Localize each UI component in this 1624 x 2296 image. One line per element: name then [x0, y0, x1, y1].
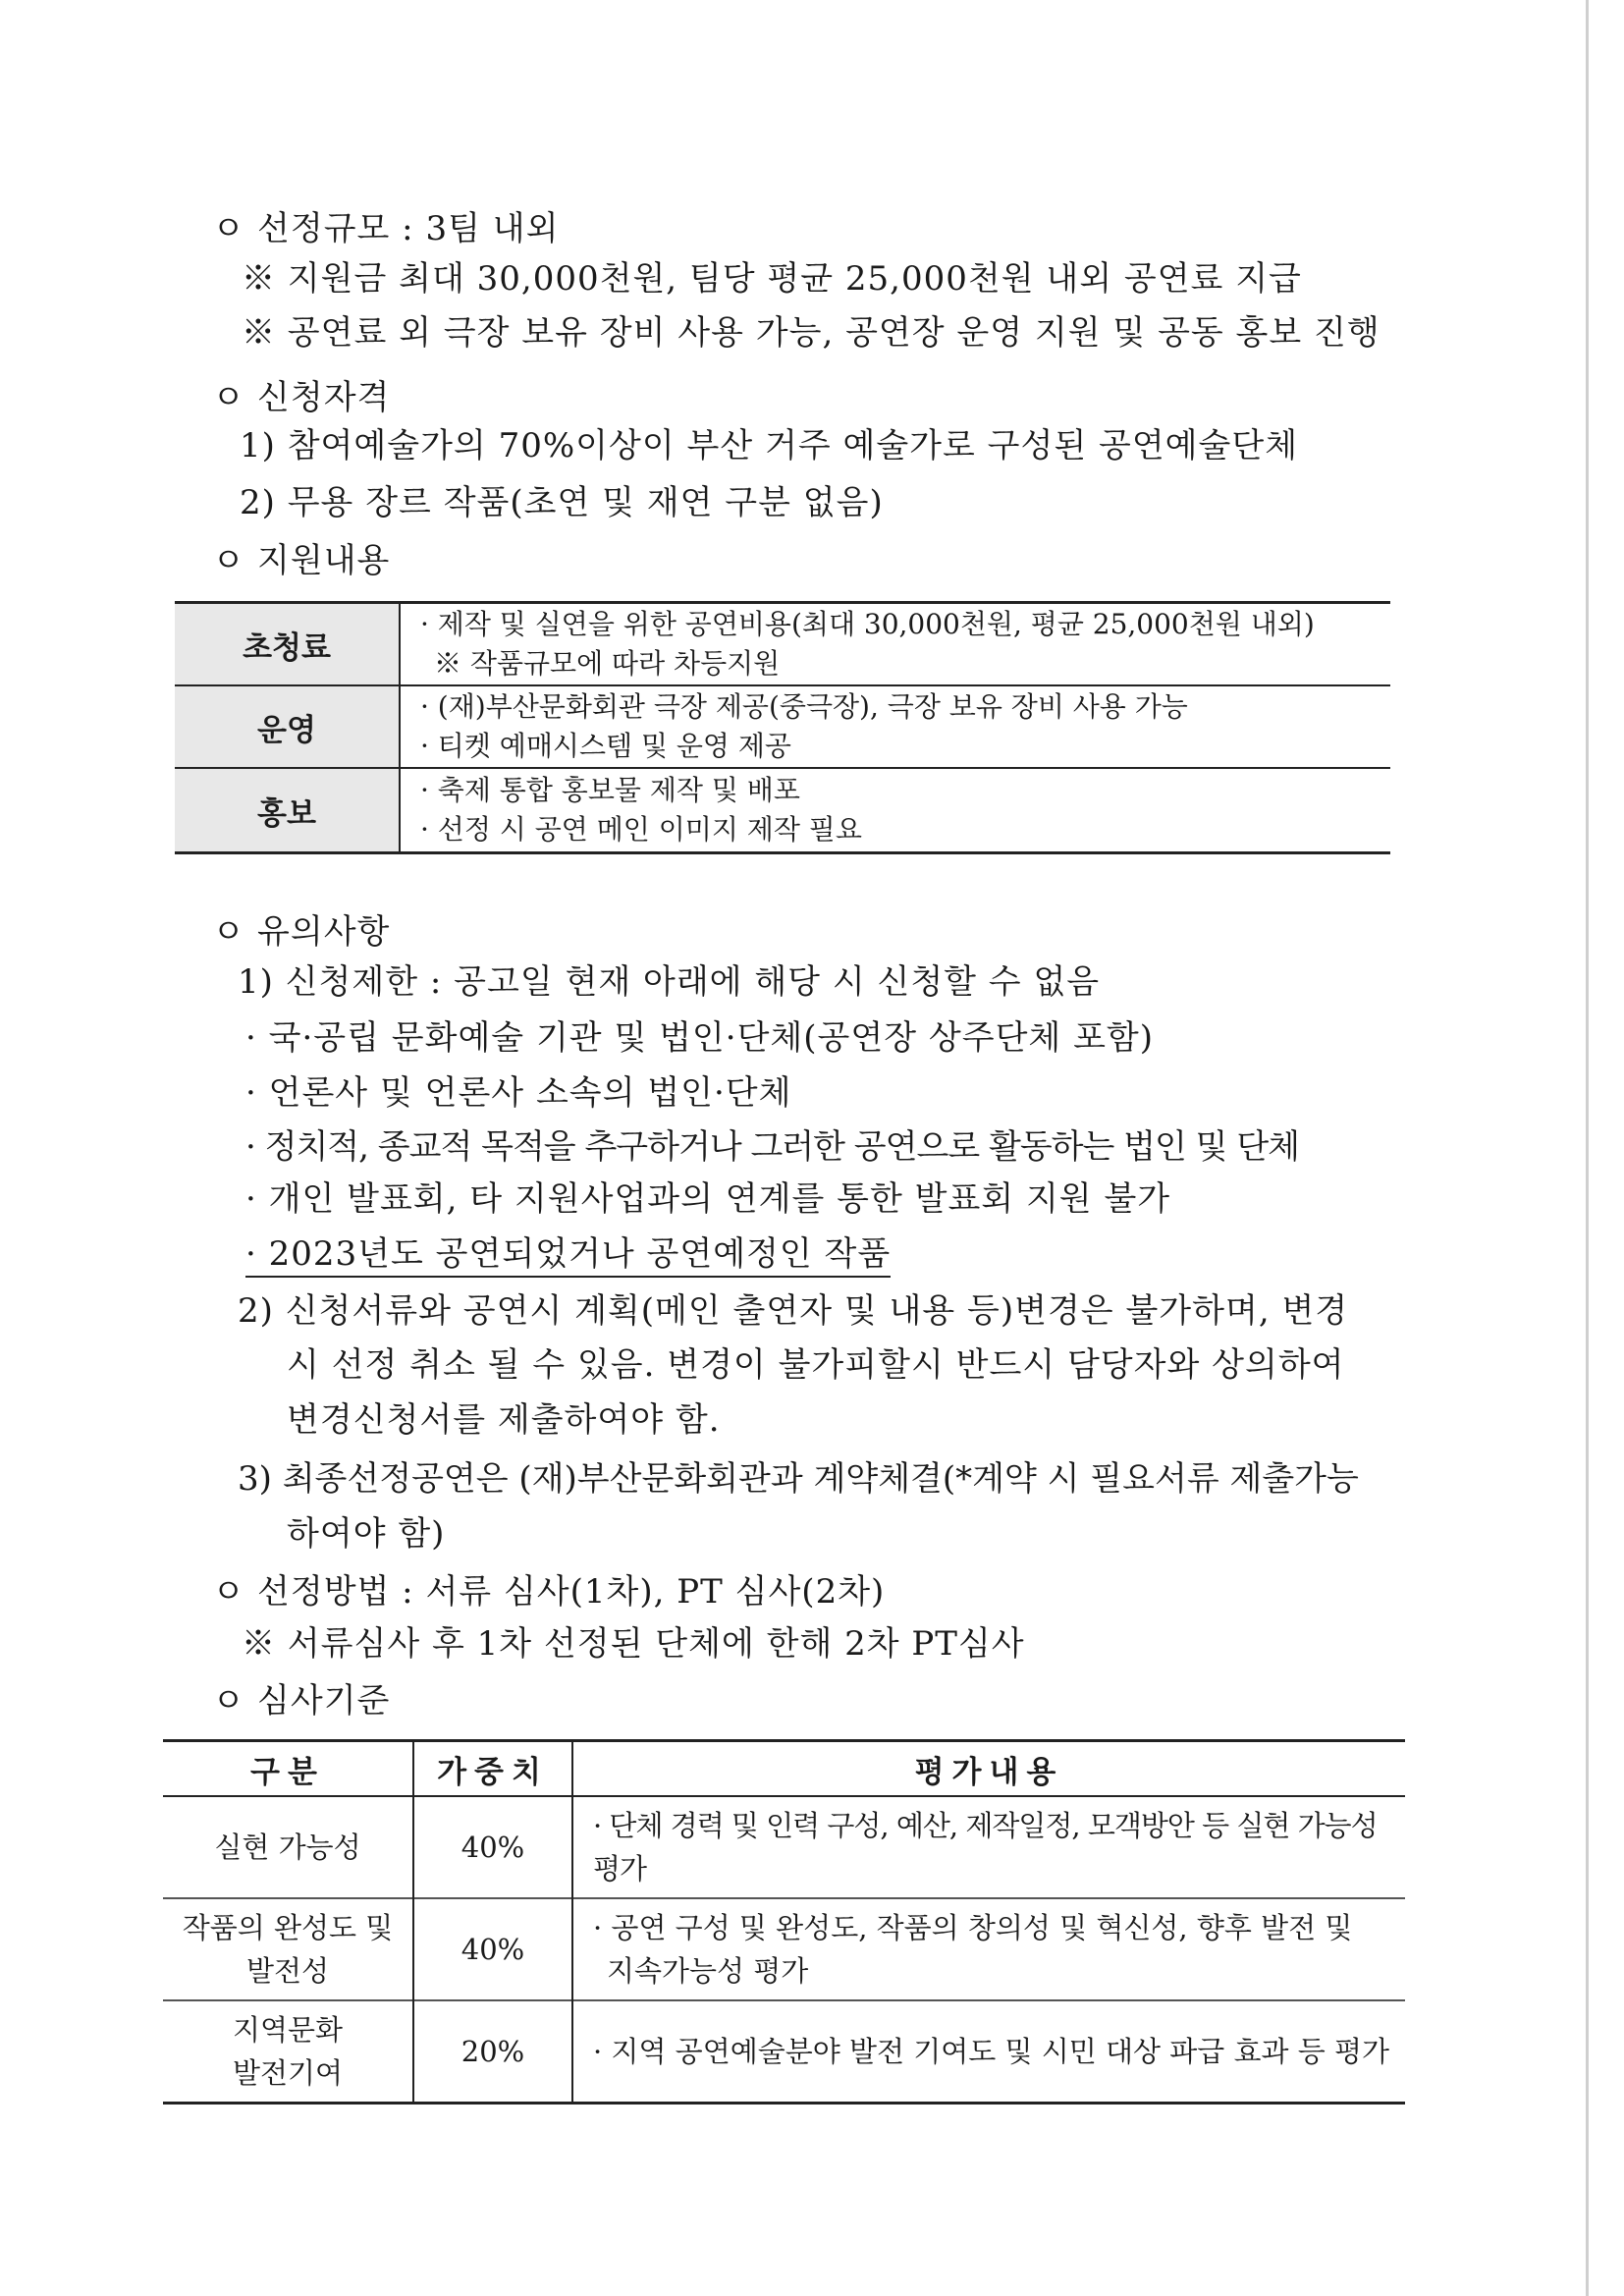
- restriction-item: · 언론사 및 언론사 소속의 법인·단체: [245, 1073, 792, 1113]
- criteria-content: · 지역 공연예술분야 발전 기여도 및 시민 대상 파급 효과 등 평가: [572, 2000, 1405, 2104]
- section-heading-criteria: ㅇ 심사기준: [212, 1681, 391, 1721]
- criteria-content: · 공연 구성 및 완성도, 작품의 창의성 및 혁신성, 향후 발전 및 지속가능성 평가: [572, 1898, 1405, 2000]
- restriction-item: · 국·공립 문화예술 기관 및 법인·단체(공연장 상주단체 포함): [245, 1018, 1155, 1058]
- eligibility-item: 2) 무용 장르 작품(초연 및 재연 구분 없음): [240, 483, 884, 522]
- restriction-item: · 개인 발표회, 타 지원사업과의 연계를 통한 발표회 지원 불가: [245, 1179, 1171, 1219]
- criteria-table: [163, 1739, 1405, 2105]
- criteria-weight: 40%: [413, 1796, 572, 1898]
- row-header: 홍보: [175, 768, 400, 853]
- section-heading-support-content: ㅇ 지원내용: [212, 541, 391, 580]
- row-content: · 제작 및 실연을 위한 공연비용(최대 30,000천원, 평균 25,000천원 내외) ※ 작품규모에 따라 차등지원: [400, 603, 1390, 686]
- column-header: 가중치: [413, 1741, 572, 1797]
- selection-method-note: ※ 서류심사 후 1차 선정된 단체에 한해 2차 PT심사: [242, 1624, 1025, 1664]
- table-row: [163, 1796, 1405, 1898]
- page-edge-line: [1586, 0, 1589, 2296]
- section-heading-eligibility: ㅇ 신청자격: [212, 378, 391, 417]
- precaution-item-cont: 변경신청서를 제출하여야 함.: [287, 1400, 721, 1440]
- eligibility-item: 1) 참여예술가의 70%이상이 부산 거주 예술가로 구성된 공연예술단체: [240, 426, 1299, 465]
- precaution-item: 2) 신청서류와 공연시 계획(메인 출연자 및 내용 등)변경은 불가하며, 변경: [238, 1291, 1349, 1331]
- table-row: [163, 1898, 1405, 2000]
- support-content-table: [175, 601, 1390, 854]
- section-heading-selection-method: ㅇ 선정방법 : 서류 심사(1차), PT 심사(2차): [212, 1572, 886, 1612]
- table-row: [175, 603, 1390, 686]
- row-content: · (재)부산문화회관 극장 제공(중극장), 극장 보유 장비 사용 가능 · 티켓 예매시스템 및 운영 제공: [400, 685, 1390, 768]
- precaution-item-cont: 시 선정 취소 될 수 있음. 변경이 불가피할시 반드시 담당자와 상의하여: [287, 1345, 1345, 1385]
- row-content: · 축제 통합 홍보물 제작 및 배포 · 선정 시 공연 메인 이미지 제작 필요: [420, 774, 862, 846]
- table-row: [163, 2000, 1405, 2104]
- row-header: 운영: [175, 685, 400, 768]
- restriction-item: · 정치적, 종교적 목적을 추구하거나 그러한 공연으로 활동하는 법인 및 단체: [245, 1127, 1300, 1167]
- section-heading-selection-scale: ㅇ 선정규모 : 3팀 내외: [212, 209, 560, 248]
- criteria-weight: 40%: [413, 1898, 572, 2000]
- section-heading-precautions: ㅇ 유의사항: [212, 912, 391, 952]
- note-line: ※ 지원금 최대 30,000천원, 팀당 평균 25,000천원 내외 공연료 지급: [242, 259, 1302, 299]
- criteria-category: 작품의 완성도 및 발전성: [163, 1898, 413, 2000]
- note-line: ※ 공연료 외 극장 보유 장비 사용 가능, 공연장 운영 지원 및 공동 홍보 진행: [242, 313, 1380, 353]
- criteria-content: · 단체 경력 및 인력 구성, 예산, 제작일정, 모객방안 등 실현 가능성 평가: [593, 1809, 1378, 1886]
- row-header: 초청료: [175, 603, 400, 686]
- column-header: 구분: [163, 1741, 413, 1797]
- restriction-item-underlined: · 2023년도 공연되었거나 공연예정인 작품: [245, 1232, 891, 1276]
- criteria-weight: 20%: [413, 2000, 572, 2104]
- precaution-item-cont: 하여야 함): [287, 1514, 446, 1554]
- criteria-category: 지역문화 발전기여: [163, 2000, 413, 2104]
- column-header: 평가내용: [572, 1741, 1405, 1797]
- precaution-item: 1) 신청제한 : 공고일 현재 아래에 해당 시 신청할 수 없음: [238, 962, 1101, 1002]
- table-header-row: [163, 1741, 1405, 1797]
- table-row: [175, 768, 1390, 853]
- precaution-item: 3) 최종선정공연은 (재)부산문화회관과 계약체결(*계약 시 필요서류 제출가능: [238, 1459, 1359, 1499]
- table-row: [175, 685, 1390, 768]
- criteria-category: 실현 가능성: [163, 1796, 413, 1898]
